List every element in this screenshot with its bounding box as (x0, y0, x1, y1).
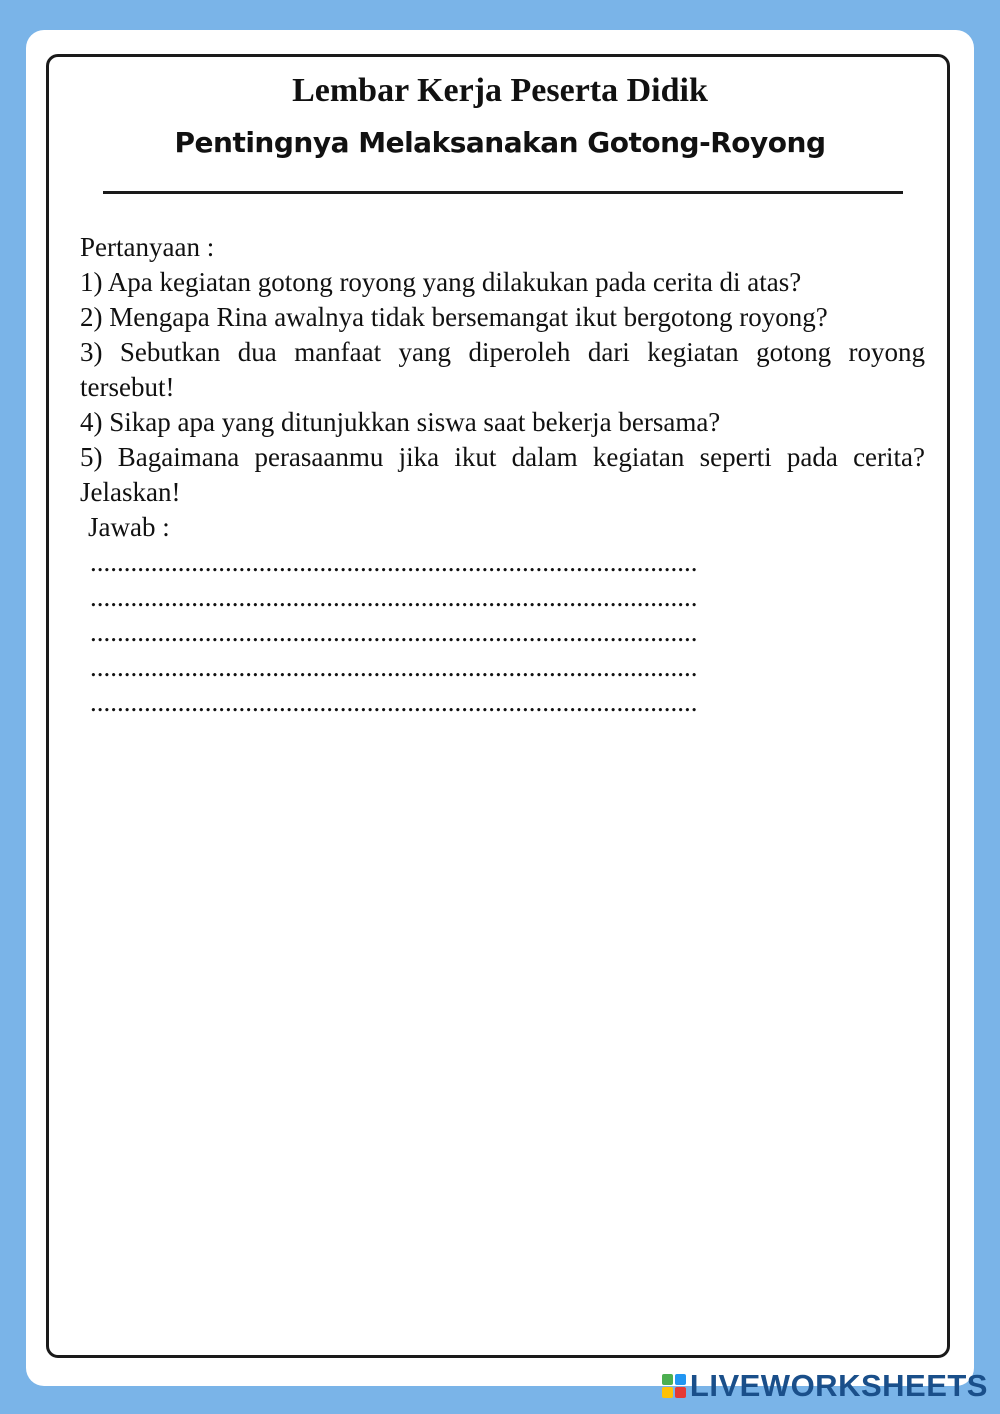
question-2: 2) Mengapa Rina awalnya tidak bersemangat ikut bergotong royong? (80, 302, 828, 332)
question-4: 4) Sikap apa yang ditunjukkan siswa saat bekerja bersama? (80, 407, 721, 437)
question-5: 5) Bagaimana perasaanmu jika ikut dalam kegiatan seperti pada cerita? Jelaskan! (80, 442, 925, 507)
questions-label: Pertanyaan : (80, 232, 215, 262)
question-3: 3) Sebutkan dua manfaat yang diperoleh dari kegiatan gotong royong tersebut! (80, 337, 925, 402)
title-divider (103, 191, 903, 194)
question-1: 1) Apa kegiatan gotong royong yang dilakukan pada cerita di atas? (80, 267, 802, 297)
worksheet-content (80, 230, 925, 720)
answer-line-3[interactable]: .......................................................................................... (90, 617, 698, 647)
answer-line-2[interactable]: .......................................................................................... (90, 582, 698, 612)
answer-label: Jawab : (88, 512, 170, 542)
answer-line-1[interactable]: .......................................................................................... (90, 547, 698, 577)
liveworksheets-logo-icon (662, 1374, 686, 1398)
answer-line-5[interactable]: .......................................................................................... (90, 687, 698, 717)
answer-line-4[interactable]: .......................................................................................... (90, 652, 698, 682)
worksheet-title: Lembar Kerja Peserta Didik (292, 72, 708, 109)
brand-name: LIVEWORKSHEETS (689, 1368, 988, 1403)
liveworksheets-brand[interactable] (662, 1366, 988, 1406)
worksheet-subtitle: Pentingnya Melaksanakan Gotong-Royong (174, 126, 826, 159)
